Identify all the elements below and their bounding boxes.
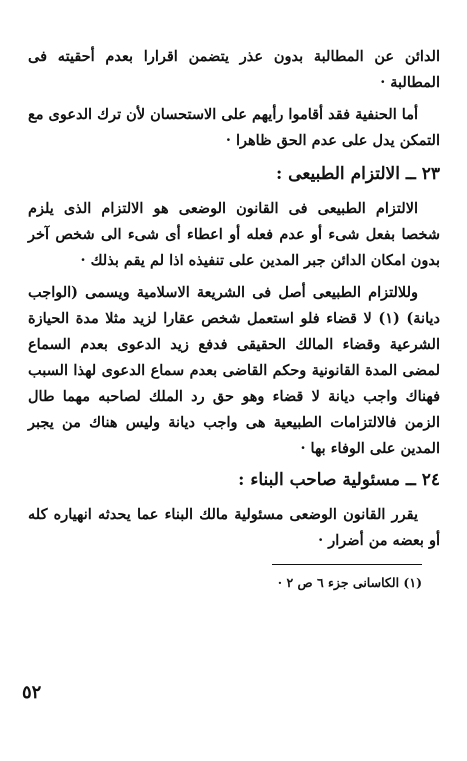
footnote: (١) الكاسانى جزء ٦ ص ٢ · bbox=[277, 575, 422, 590]
paragraph-natural-obligation-definition: الالتزام الطبيعى فى القانون الوضعى هو الالتزام الذى يلزم شخصا بفعل شىء أو عدم فعله أو اعطاء أى شىء الى شخص آخر بدون امكان الدائن جبر المدين على تنفيذه اذا لم يقم بذلك · bbox=[28, 200, 440, 269]
footnote-divider bbox=[272, 564, 422, 565]
section-heading-natural-obligation: ٢٣ ــ الالتزام الطبيعى : bbox=[275, 164, 440, 184]
page-number: ٥٢ bbox=[22, 682, 42, 703]
paragraph-natural-obligation-sharia: وللالتزام الطبيعى أصل فى الشريعة الاسلامية ويسمى (الواجب ديانة) (١) لا قضاء فلو استعمل شخص عقارا لزيد مثلا مدة الحيازة الشرعية وقضاء المالك الحقيقى فدفع زيد الدعوى بعدم السماع لمضى المدة القانونية وحكم القاضى بعدم سماع الدعوى لهذا السبب فهناك واجب ديانة لا قضاء وهو حق رد الملك لصاحبه مهما طال الزمن فالالتزامات الطبيعية هى واجب ديانة وليس هناك من يجبر المدين على الوفاء بها · bbox=[28, 284, 440, 457]
paragraph-creditor-claim: الدائن عن المطالبة بدون عذر يتضمن اقرارا بعدم أحقيته فى المطالبة · bbox=[28, 48, 440, 91]
paragraph-building-owner-liability: يقرر القانون الوضعى مسئولية مالك البناء عما يحدثه انهياره كله أو بعضه من أضرار · bbox=[28, 506, 440, 549]
section-heading-building-owner-liability: ٢٤ ــ مسئولية صاحب البناء : bbox=[238, 470, 440, 490]
paragraph-hanafi-view: أما الحنفية فقد أقاموا رأيهم على الاستحسان لأن ترك الدعوى مع التمكن يدل على عدم الحق ظاهرا · bbox=[28, 106, 440, 149]
document-page bbox=[28, 44, 440, 744]
